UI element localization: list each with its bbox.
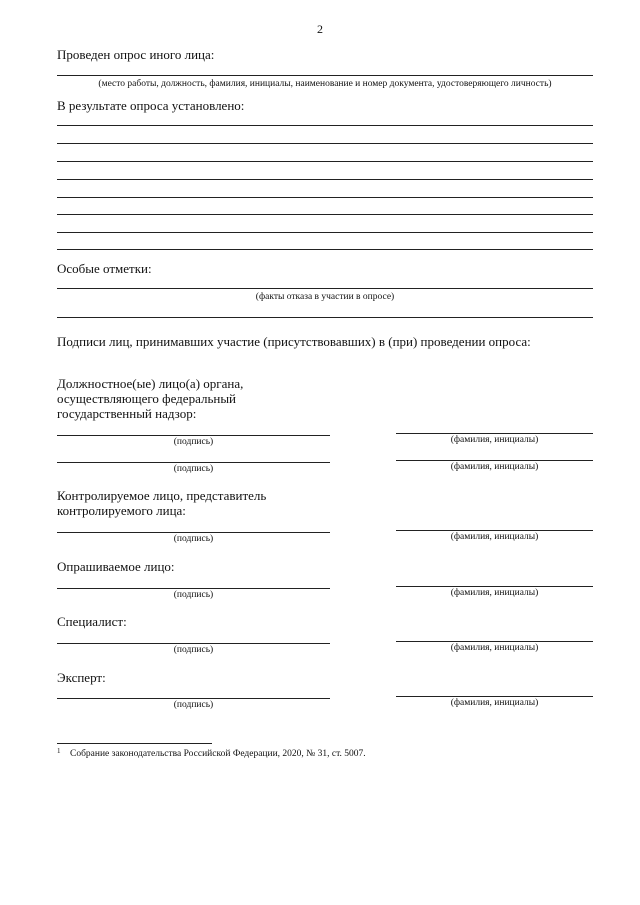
page-number: 2 (317, 22, 323, 36)
controlled-name-caption: (фамилия, инициалы) (450, 532, 539, 542)
interview-other-title: Проведен опрос иного лица: (57, 47, 215, 62)
result-title: В результате опроса установлено: (57, 98, 245, 113)
official-1-name-line[interactable] (396, 433, 593, 434)
official-label-line1: Должностное(ые) лицо(а) органа, (57, 376, 244, 391)
official-label-line3: государственный надзор: (57, 406, 197, 421)
specialist-name-line[interactable] (396, 641, 593, 642)
interview-other-caption: (место работы, должность, фамилия, инициалы, наименование и номер документа, удостоверяющего личность) (98, 79, 552, 89)
controlled-signature-caption: (подпись) (173, 534, 214, 544)
interviewee-name-line[interactable] (396, 586, 593, 587)
notes-caption: (факты отказа в участии в опросе) (255, 292, 395, 302)
result-line-1[interactable] (57, 125, 593, 126)
interviewee-signature-caption: (подпись) (173, 590, 214, 600)
footnote-separator (57, 743, 212, 744)
result-line-5[interactable] (57, 197, 593, 198)
signatures-heading: Подписи лиц, принимавших участие (присутствовавших) в (при) проведении опроса: (57, 334, 531, 349)
interviewee-signature-line[interactable] (57, 588, 330, 589)
footnote-text: Собрание законодательства Российской Федерации, 2020, № 31, ст. 5007. (70, 749, 366, 759)
result-line-2[interactable] (57, 143, 593, 144)
specialist-signature-line[interactable] (57, 643, 330, 644)
notes-title: Особые отметки: (57, 261, 152, 276)
official-2-name-line[interactable] (396, 460, 593, 461)
controlled-name-line[interactable] (396, 530, 593, 531)
official-label-line2: осуществляющего федеральный (57, 391, 237, 406)
expert-label: Эксперт: (57, 670, 106, 685)
interviewee-name-caption: (фамилия, инициалы) (450, 588, 539, 598)
interview-other-field[interactable] (57, 75, 593, 76)
controlled-label-line2: контролируемого лица: (57, 503, 186, 518)
official-1-name-caption: (фамилия, инициалы) (450, 435, 539, 445)
official-1-signature-line[interactable] (57, 435, 330, 436)
result-line-8[interactable] (57, 249, 593, 250)
specialist-label: Специалист: (57, 614, 127, 629)
controlled-signature-line[interactable] (57, 532, 330, 533)
expert-signature-caption: (подпись) (173, 700, 214, 710)
interviewee-label: Опрашиваемое лицо: (57, 559, 175, 574)
result-line-6[interactable] (57, 214, 593, 215)
result-line-7[interactable] (57, 232, 593, 233)
result-line-4[interactable] (57, 179, 593, 180)
official-2-signature-line[interactable] (57, 462, 330, 463)
controlled-label-line1: Контролируемое лицо, представитель (57, 488, 267, 503)
official-1-signature-caption: (подпись) (173, 437, 214, 447)
notes-line-2[interactable] (57, 317, 593, 318)
notes-field[interactable] (57, 288, 593, 289)
expert-signature-line[interactable] (57, 698, 330, 699)
specialist-name-caption: (фамилия, инициалы) (450, 643, 539, 653)
expert-name-line[interactable] (396, 696, 593, 697)
expert-name-caption: (фамилия, инициалы) (450, 698, 539, 708)
footnote-marker: 1 (57, 747, 61, 755)
specialist-signature-caption: (подпись) (173, 645, 214, 655)
result-line-3[interactable] (57, 161, 593, 162)
official-2-name-caption: (фамилия, инициалы) (450, 462, 539, 472)
official-2-signature-caption: (подпись) (173, 464, 214, 474)
